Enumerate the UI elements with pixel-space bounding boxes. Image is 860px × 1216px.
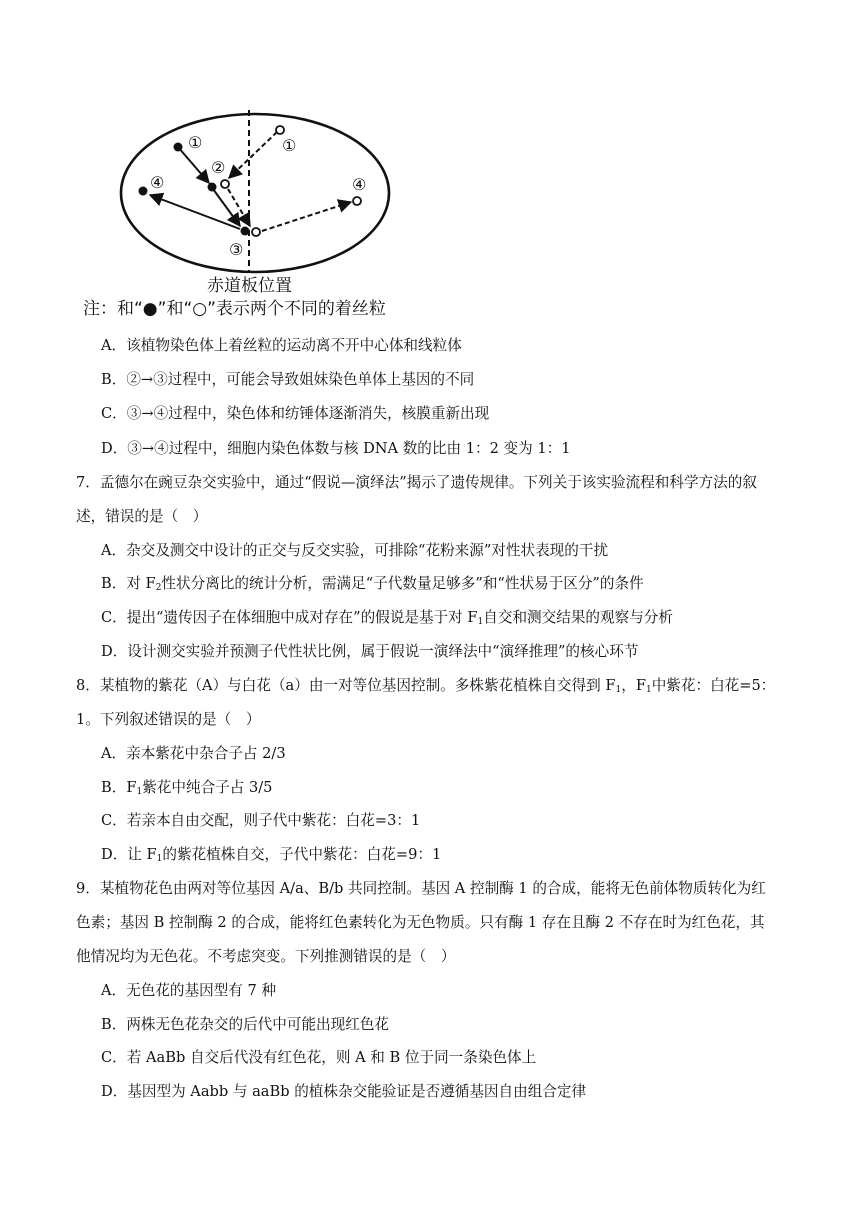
solid-centromere-1 [174, 143, 183, 152]
q8-option-a: A．亲本紫花中杂合子占 2/3 [101, 745, 286, 762]
q6-option-b: B．②→③过程中，可能会导致姐妹染色单体上基因的不同 [101, 371, 475, 388]
cell-outline [121, 114, 389, 272]
q9-option-a: A．无色花的基因型有 7 种 [101, 982, 277, 999]
q7-option-c: C．提出“遗传因子在体细胞中成对存在”的假说是基于对 $F_1$自交和测交结果的观察与分析 [101, 609, 673, 627]
hollow-label-4: ④ [352, 175, 367, 194]
solid-label-1: ① [188, 133, 203, 152]
hollow-centromere-1 [276, 126, 284, 134]
q9-stem-line1: 9．某植物花色由两对等位基因 A/a、B/b 共同控制。基因 A 控制酶 1 的合成，能将无色前体物质转化为红 [76, 880, 766, 897]
q9-option-b: B．两株无色花杂交的后代中可能出现红色花 [101, 1016, 390, 1033]
chromosome-movement-diagram [0, 0, 860, 300]
q8-option-c: C．若亲本自由交配，则子代中紫花：白花=3：1 [101, 812, 421, 829]
q9-stem-line3: 他情况均为无色花。不考虑突变。下列推测错误的是（ ） [76, 948, 456, 965]
figure-note: 注：和“●”和“○”表示两个不同的着丝粒 [83, 299, 386, 319]
q6-option-a: A．该植物染色体上着丝粒的运动离不开中心体和线粒体 [101, 337, 462, 354]
solid-path-3-4 [150, 195, 240, 229]
q6-option-d: D．③→④过程中，细胞内染色体数与核 DNA 数的比由 1：2 变为 1：1 [101, 440, 571, 457]
hollow-centromere-2 [221, 180, 229, 188]
solid-path-1-2 [178, 147, 209, 183]
solid-centromere-4 [139, 187, 148, 196]
q7-option-a: A．杂交及测交中设计的正交与反交实验，可排除“花粉来源”对性状表现的干扰 [101, 542, 609, 559]
q7-stem-line2: 述，错误的是（ ） [76, 508, 208, 525]
solid-centromere-3 [241, 227, 250, 236]
equatorial-plate-label: 赤道板位置 [207, 276, 292, 296]
q6-option-c: C．③→④过程中，染色体和纺锤体逐渐消失，核膜重新出现 [101, 405, 490, 422]
hollow-path-1-2 [229, 132, 277, 178]
solid-label-3: ③ [229, 240, 244, 259]
hollow-path-2-3 [228, 189, 250, 226]
hollow-path-3-4 [262, 202, 351, 231]
q7-stem-line1: 7．孟德尔在豌豆杂交实验中，通过“假说—演绎法”揭示了遗传规律。下列关于该实验流程和科学方法的叙 [76, 474, 757, 491]
hollow-centromere-4 [353, 197, 361, 205]
q7-option-b: B．对 $F_2$性状分离比的统计分析，需满足“子代数量足够多”和“性状易于区分”的条件 [101, 575, 644, 593]
q9-option-c: C．若 AaBb 自交后代没有红色花，则 A 和 B 位于同一条染色体上 [101, 1049, 537, 1066]
solid-centromere-2 [208, 183, 217, 192]
solid-label-2: ② [211, 158, 226, 177]
q8-option-b: B．$F_1$紫花中纯合子占 3/5 [101, 779, 273, 797]
q9-option-d: D．基因型为 Aabb 与 aaBb 的植株杂交能验证是否遵循基因自由组合定律 [101, 1083, 587, 1100]
q8-stem-line2: 1。下列叙述错误的是（ ） [76, 711, 261, 728]
solid-label-4: ④ [150, 173, 165, 192]
hollow-label-1: ① [282, 136, 297, 155]
q9-stem-line2: 色素；基因 B 控制酶 2 的合成，能将红色素转化为无色物质。只有酶 1 存在且酶 2 不存在时为红色花，其 [76, 914, 765, 931]
q7-option-d: D．设计测交实验并预测子代性状比例，属于假说一演绎法中“演绎推理”的核心环节 [101, 643, 639, 660]
q8-option-d: D．让 $F_1$的紫花植株自交，子代中紫花：白花=9：1 [101, 846, 442, 864]
hollow-centromere-3 [252, 228, 260, 236]
q8-stem-line1: 8．某植物的紫花（A）与白花（a）由一对等位基因控制。多株紫花植株自交得到 $F_1$，$F_1$中紫花：白花=5： [76, 677, 776, 695]
